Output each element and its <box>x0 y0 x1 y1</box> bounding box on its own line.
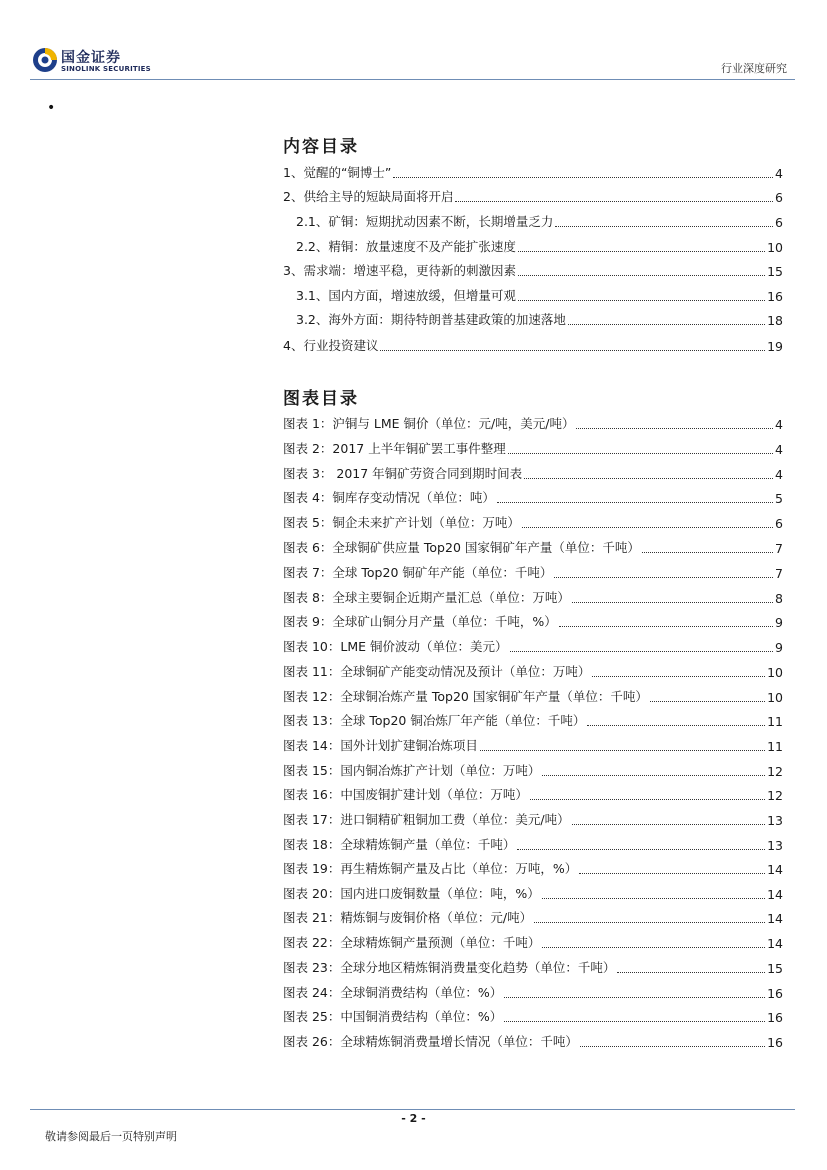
toc-leader-dots <box>542 775 765 776</box>
figure-entry-page: 16 <box>767 1035 783 1050</box>
toc-entry-label: 3、需求端：增速平稳，更待新的刺激因素 <box>283 263 516 278</box>
toc-leader-dots <box>576 428 773 429</box>
logo-english-name: SINOLINK SECURITIES <box>61 65 151 73</box>
toc-entry-label: 2.2、精铜：放量速度不及产能扩张速度 <box>296 239 516 254</box>
toc-leader-dots <box>572 824 766 825</box>
figure-entry-page: 5 <box>775 491 783 506</box>
toc-leader-dots <box>580 1046 765 1047</box>
toc-leader-dots <box>455 201 773 202</box>
toc-leader-dots <box>587 725 765 726</box>
figure-entry[interactable] <box>283 687 783 705</box>
toc-entry-page: 4 <box>775 166 783 181</box>
toc-entry-page: 6 <box>775 215 783 230</box>
toc-entry-page: 15 <box>767 264 783 279</box>
figure-entry[interactable] <box>283 563 783 581</box>
figure-entry[interactable] <box>283 1032 783 1050</box>
figure-entry-label: 图表 13：全球 Top20 铜冶炼厂年产能（单位：千吨） <box>283 713 586 728</box>
toc-leader-dots <box>518 251 765 252</box>
toc-leader-dots <box>530 799 765 800</box>
figure-entry-page: 14 <box>767 887 783 902</box>
figure-entry[interactable] <box>283 538 783 556</box>
toc-entry-label: 4、行业投资建议 <box>283 338 379 353</box>
toc-entry[interactable] <box>283 163 783 181</box>
toc-leader-dots <box>504 1021 765 1022</box>
toc-entry-page: 6 <box>775 190 783 205</box>
company-logo <box>30 44 190 80</box>
figure-entry[interactable] <box>283 662 783 680</box>
toc-leader-dots <box>568 324 765 325</box>
figure-entry-label: 图表 25：中国铜消费结构（单位：%） <box>283 1009 503 1024</box>
toc-leader-dots <box>393 177 773 178</box>
figure-entry-label: 图表 24：全球铜消费结构（单位：%） <box>283 985 503 1000</box>
toc-leader-dots <box>555 226 773 227</box>
toc-entry-label: 2、供给主导的短缺局面将开启 <box>283 189 454 204</box>
figure-entry-label: 图表 17：进口铜精矿粗铜加工费（单位：美元/吨） <box>283 812 570 827</box>
figure-entry-label: 图表 15：国内铜冶炼扩产计划（单位：万吨） <box>283 763 541 778</box>
figure-entry-page: 10 <box>767 665 783 680</box>
figure-entry-label: 图表 18：全球精炼铜产量（单位：千吨） <box>283 837 516 852</box>
figure-entry-page: 4 <box>775 417 783 432</box>
figure-entry-page: 4 <box>775 442 783 457</box>
figure-entry-page: 11 <box>767 739 783 754</box>
figure-entry-page: 12 <box>767 788 783 803</box>
figure-entry-label: 图表 6：全球铜矿供应量 Top20 国家铜矿年产量（单位：千吨） <box>283 540 640 555</box>
figure-entry[interactable] <box>283 884 783 902</box>
toc-leader-dots <box>534 922 765 923</box>
toc-leader-dots <box>650 701 765 702</box>
figure-entry-page: 9 <box>775 615 783 630</box>
toc-subentry[interactable] <box>296 286 783 304</box>
figure-entry-label: 图表 10：LME 铜价波动（单位：美元） <box>283 639 508 654</box>
figure-entry[interactable] <box>283 736 783 754</box>
page-header <box>30 44 795 80</box>
figure-entry-label: 图表 16：中国废铜扩建计划（单位：万吨） <box>283 787 528 802</box>
toc-leader-dots <box>559 626 773 627</box>
toc-subentry[interactable] <box>296 237 783 255</box>
figure-entry-label: 图表 2：2017 上半年铜矿罢工事件整理 <box>283 441 506 456</box>
figure-entry-label: 图表 20：国内进口废铜数量（单位：吨，%） <box>283 886 540 901</box>
toc-leader-dots <box>480 750 765 751</box>
toc-leader-dots <box>518 275 765 276</box>
figure-entry-page: 11 <box>767 714 783 729</box>
toc-entry-page: 19 <box>767 339 783 354</box>
figure-entry-label: 图表 8：全球主要铜企近期产量汇总（单位：万吨） <box>283 590 570 605</box>
figure-entry-page: 8 <box>775 591 783 606</box>
figure-entry-page: 7 <box>775 541 783 556</box>
figure-entry-label: 图表 19：再生精炼铜产量及占比（单位：万吨，%） <box>283 861 578 876</box>
toc-leader-dots <box>542 947 765 948</box>
figure-entry[interactable] <box>283 711 783 729</box>
header-divider <box>30 79 795 80</box>
figure-entry[interactable] <box>283 983 783 1001</box>
figure-entry-page: 13 <box>767 838 783 853</box>
toc-leader-dots <box>517 849 765 850</box>
figure-entry-label: 图表 22：全球精炼铜产量预测（单位：千吨） <box>283 935 541 950</box>
figure-entry-label: 图表 14：国外计划扩建铜冶炼项目 <box>283 738 478 753</box>
figure-entry-label: 图表 4：铜库存变动情况（单位：吨） <box>283 490 495 505</box>
toc-leader-dots <box>642 552 773 553</box>
figure-entry[interactable] <box>283 612 783 630</box>
figure-entry[interactable] <box>283 414 783 432</box>
toc-entry[interactable] <box>283 336 783 354</box>
figure-entry[interactable] <box>283 908 783 926</box>
report-type: 行业深度研究 <box>721 62 787 75</box>
toc-leader-dots <box>380 350 765 351</box>
figure-entry-page: 14 <box>767 911 783 926</box>
contents-title: 内容目录 <box>283 137 359 157</box>
toc-leader-dots <box>542 898 765 899</box>
toc-leader-dots <box>592 676 765 677</box>
toc-entry-page: 18 <box>767 313 783 328</box>
figure-entry[interactable] <box>283 761 783 779</box>
figure-entry[interactable] <box>283 588 783 606</box>
toc-leader-dots <box>524 478 773 479</box>
toc-leader-dots <box>510 651 774 652</box>
figure-entry-page: 14 <box>767 862 783 877</box>
figure-entry-page: 16 <box>767 986 783 1001</box>
figure-entry-page: 10 <box>767 690 783 705</box>
figure-entry-label: 图表 11：全球铜矿产能变动情况及预计（单位：万吨） <box>283 664 591 679</box>
figure-entry-page: 14 <box>767 936 783 951</box>
figure-entry-label: 图表 9：全球矿山铜分月产量（单位：千吨，%） <box>283 614 557 629</box>
footer-divider <box>30 1109 795 1110</box>
toc-leader-dots <box>617 972 765 973</box>
toc-entry-label: 1、觉醒的“铜博士” <box>283 165 392 180</box>
toc-entry-label: 2.1、矿铜：短期扰动因素不断，长期增量乏力 <box>296 214 554 229</box>
figure-entry[interactable] <box>283 958 783 976</box>
figure-entry[interactable] <box>283 810 783 828</box>
toc-leader-dots <box>518 300 765 301</box>
figure-entry-page: 4 <box>775 467 783 482</box>
toc-leader-dots <box>554 577 773 578</box>
figure-entry-label: 图表 7：全球 Top20 铜矿年产能（单位：千吨） <box>283 565 553 580</box>
toc-entry[interactable] <box>283 187 783 205</box>
figure-entry[interactable] <box>283 1007 783 1025</box>
bullet-mark: • <box>47 100 56 116</box>
figure-entry[interactable] <box>283 859 783 877</box>
figure-entry[interactable] <box>283 785 783 803</box>
figure-entry-label: 图表 26：全球精炼铜消费量增长情况（单位：千吨） <box>283 1034 578 1049</box>
footer-disclaimer: 敬请参阅最后一页特别声明 <box>45 1130 177 1143</box>
page-number: - 2 - <box>401 1112 426 1125</box>
figure-entry-label: 图表 23：全球分地区精炼铜消费量变化趋势（单位：千吨） <box>283 960 616 975</box>
figure-entry-page: 13 <box>767 813 783 828</box>
toc-leader-dots <box>497 502 773 503</box>
figure-entry-label: 图表 21：精炼铜与废铜价格（单位：元/吨） <box>283 910 533 925</box>
figure-entry-page: 7 <box>775 566 783 581</box>
figure-entry-page: 15 <box>767 961 783 976</box>
toc-entry-page: 16 <box>767 289 783 304</box>
figure-entry-page: 6 <box>775 516 783 531</box>
figure-entry-page: 12 <box>767 764 783 779</box>
figure-entry-page: 9 <box>775 640 783 655</box>
toc-leader-dots <box>504 997 765 998</box>
toc-entry[interactable] <box>283 261 783 279</box>
figure-entry-label: 图表 5：铜企未来扩产计划（单位：万吨） <box>283 515 520 530</box>
toc-leader-dots <box>579 873 765 874</box>
figure-entry[interactable] <box>283 513 783 531</box>
figure-entry[interactable] <box>283 637 783 655</box>
toc-leader-dots <box>508 453 773 454</box>
figure-entry[interactable] <box>283 488 783 506</box>
toc-entry-page: 10 <box>767 240 783 255</box>
figure-entry-page: 16 <box>767 1010 783 1025</box>
toc-subentry[interactable] <box>296 310 783 328</box>
toc-subentry[interactable] <box>296 212 783 230</box>
toc-leader-dots <box>522 527 773 528</box>
figure-entry-label: 图表 3： 2017 年铜矿劳资合同到期时间表 <box>283 466 523 481</box>
figures-title: 图表目录 <box>283 389 359 409</box>
figure-entry[interactable] <box>283 933 783 951</box>
figure-entry[interactable] <box>283 835 783 853</box>
toc-leader-dots <box>572 602 773 603</box>
figure-entry[interactable] <box>283 439 783 457</box>
figure-entry-label: 图表 12：全球铜冶炼产量 Top20 国家铜矿年产量（单位：千吨） <box>283 689 648 704</box>
logo-chinese-name: 国金证券 <box>61 50 121 66</box>
toc-entry-label: 3.1、国内方面，增速放缓，但增量可观 <box>296 288 516 303</box>
logo-mark-icon <box>32 47 58 73</box>
figure-entry-label: 图表 1：沪铜与 LME 铜价（单位：元/吨，美元/吨） <box>283 416 575 431</box>
toc-entry-label: 3.2、海外方面：期待特朗普基建政策的加速落地 <box>296 312 566 327</box>
figure-entry[interactable] <box>283 464 783 482</box>
